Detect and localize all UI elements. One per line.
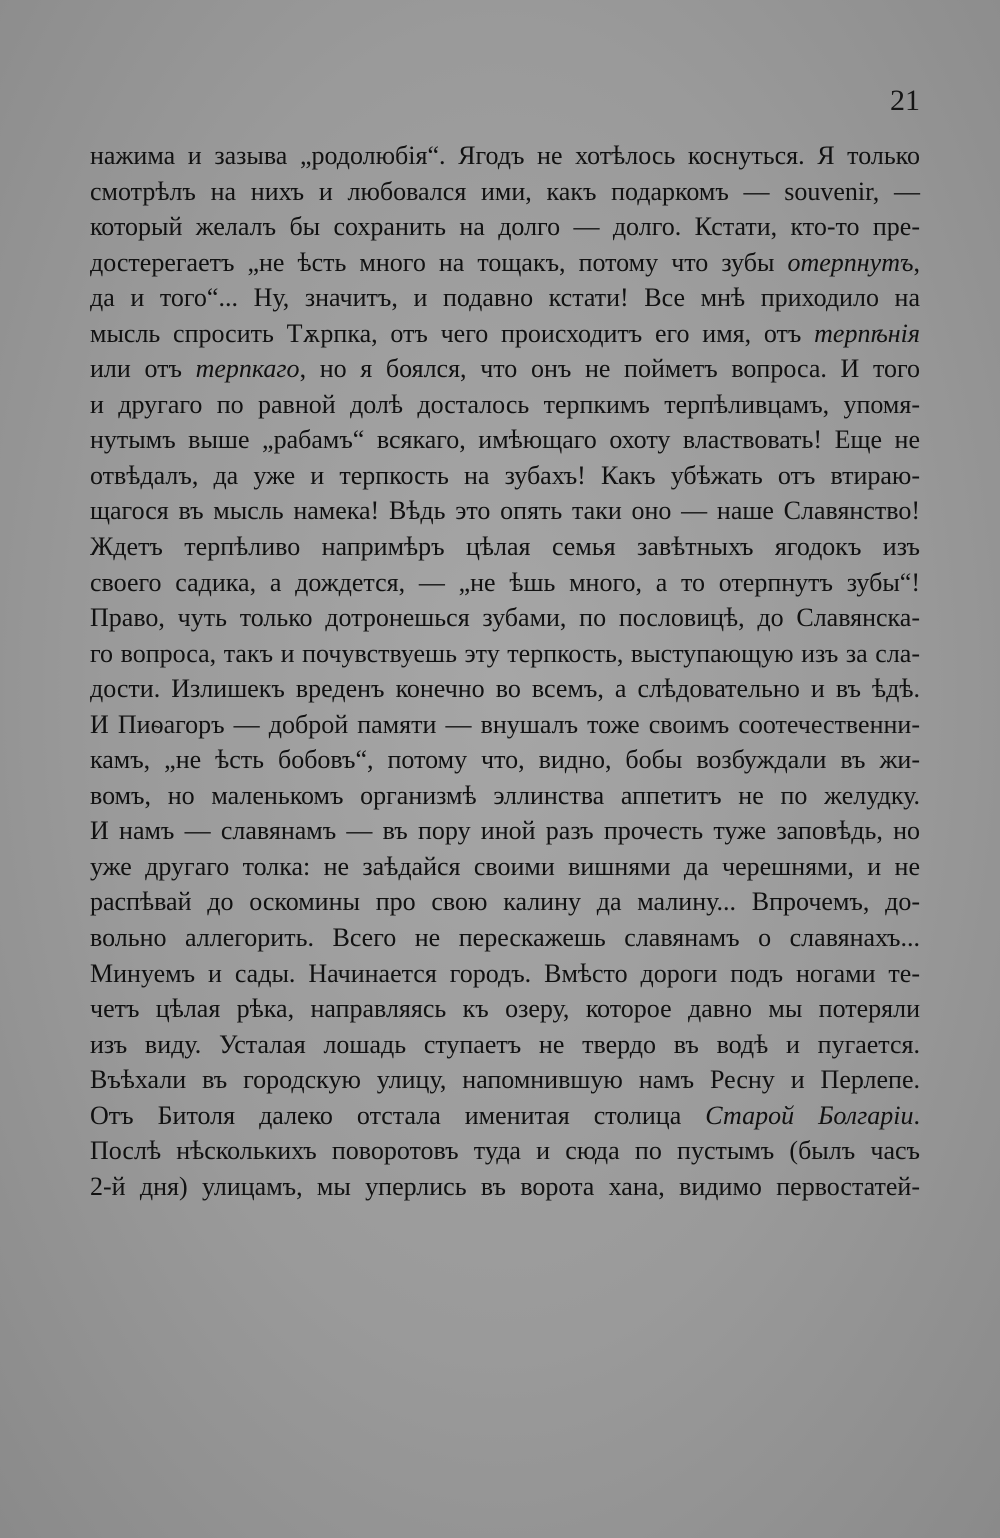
text-segment: мысль спросить Тѫрпка, отъ чего происходитъ его имя, отъ — [90, 318, 815, 348]
text-line: Минуемъ и сады. Начинается городъ. Вмѣсто дороги подъ ногами те- — [90, 958, 920, 988]
text-line: своего садика, а дождется, — „не ѣшь много, а то отерпнутъ зубы“! — [90, 567, 920, 597]
text-line — [90, 351, 920, 387]
text-line: го вопроса, такъ и почувствуешь эту терпкость, выступающую изъ за сла- — [90, 638, 920, 668]
text-line: смотрѣлъ на нихъ и любовался ими, какъ подаркомъ — souvenir, — — [90, 176, 920, 206]
text-line: Ждетъ терпѣливо напримѣръ цѣлая семья завѣтныхъ ягодокъ изъ — [90, 532, 920, 562]
text-line: И Пиѳагоръ — доброй памяти — внушалъ тоже своимъ соотечественни- — [90, 709, 920, 739]
text-line: изъ виду. Усталая лошадь ступаетъ не твердо въ водѣ и пугается. — [90, 1029, 920, 1059]
text-line: нутымъ выше „рабамъ“ всякаго, имѣющаго охоту властвовать! Еще не — [90, 425, 920, 455]
text-line — [90, 316, 920, 352]
text-line: нажима и зазыва „родолюбія“. Ягодъ не хотѣлось коснуться. Я только — [90, 141, 920, 170]
text-segment: достерегаетъ „не ѣсть много на тощакъ, потому что зубы — [90, 247, 788, 277]
text-line — [90, 245, 920, 281]
italic-emphasis: терпѣнія — [814, 318, 920, 348]
text-line: камъ, „не ѣсть бобовъ“, потому что, видно, бобы возбуждали въ жи- — [90, 745, 920, 775]
text-segment: , — [913, 247, 920, 277]
text-line: Послѣ нѣсколькихъ поворотовъ туда и сюда по пустымъ (былъ часъ — [90, 1136, 920, 1166]
text-line: Право, чуть только дотронешься зубами, по пословицѣ, до Славянска- — [90, 603, 920, 633]
text-line: уже другаго толка: не заѣдайся своими вишнями да черешнями, и не — [90, 851, 920, 881]
text-line: 2-й дня) улицамъ, мы уперлись въ ворота хана, видимо первостатей- — [90, 1171, 920, 1201]
text-line: щагося въ мысль намека! Вѣдь это опять таки оно — наше Славянство! — [90, 496, 920, 526]
text-segment: или отъ — [90, 354, 196, 384]
text-line: распѣвай до оскомины про свою калину да малину... Впрочемъ, до- — [90, 887, 920, 917]
text-segment: , но я боялся, что онъ не пойметъ вопроса. И того — [299, 354, 920, 384]
italic-emphasis: терпкаго — [195, 354, 300, 384]
text-segment: Отъ Битоля далеко отстала именитая столица — [90, 1100, 706, 1130]
body-text — [90, 138, 920, 1204]
text-line: дости. Излишекъ вреденъ конечно во всемъ, а слѣдовательно и въ ѣдѣ. — [90, 674, 920, 704]
text-line: отвѣдалъ, да уже и терпкость на зубахъ! Какъ убѣжать отъ втираю- — [90, 460, 920, 490]
text-segment: . — [913, 1100, 920, 1130]
text-line: Въѣхали въ городскую улицу, напомнившую намъ Ресну и Перлепе. — [90, 1065, 920, 1095]
italic-emphasis: Старой Болгаріи — [705, 1100, 914, 1130]
page-number: 21 — [890, 84, 920, 117]
text-line: вомъ, но маленькомъ организмѣ эллинства аппетитъ не по желудку. — [90, 780, 920, 810]
text-line: четъ цѣлая рѣка, направляясь къ озеру, которое давно мы потеряли — [90, 994, 920, 1024]
text-line: и другаго по равной долѣ досталось терпкимъ терпѣливцамъ, упомя- — [90, 389, 920, 419]
text-line: И намъ — славянамъ — въ пору иной разъ прочесть туже заповѣдь, но — [90, 816, 920, 846]
text-line: вольно аллегорить. Всего не перескажешь славянамъ о славянахъ... — [90, 923, 920, 953]
italic-emphasis: отерпнутъ — [787, 247, 914, 277]
text-line: который желалъ бы сохранить на долго — долго. Кстати, кто-то пре- — [90, 212, 920, 242]
text-line: да и того“... Ну, значитъ, и подавно кстати! Все мнѣ приходило на — [90, 283, 920, 313]
text-line — [90, 1098, 920, 1134]
